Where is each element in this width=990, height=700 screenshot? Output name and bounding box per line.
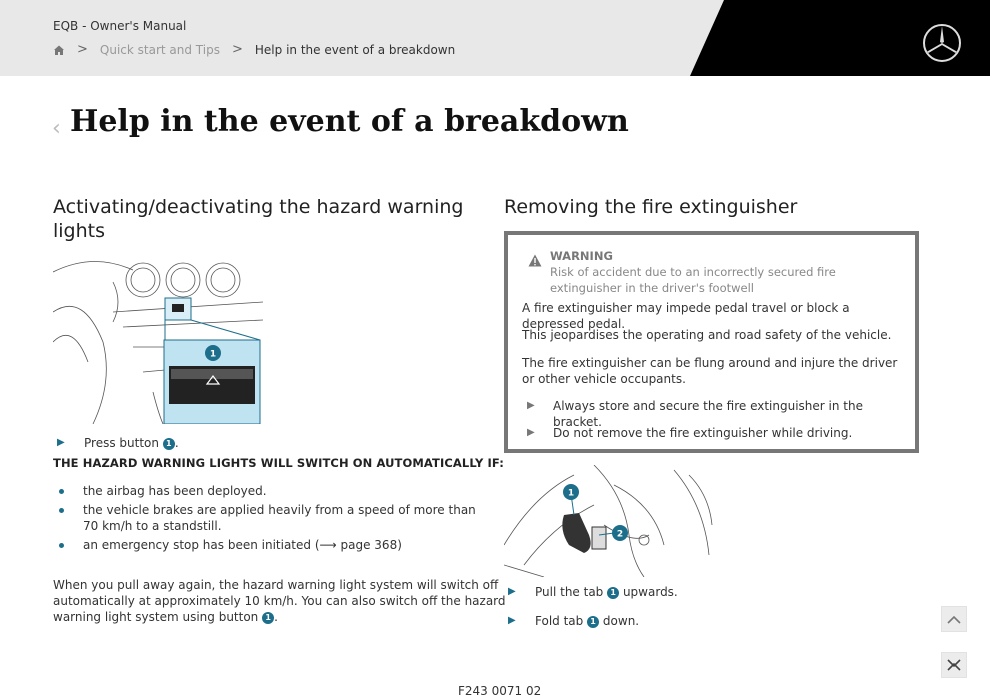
list-item-brakes-line2: 70 km/h to a standstill. [83,519,222,533]
badge-1: 1 [607,587,619,599]
breadcrumb-current: Help in the event of a breakdown [254,42,456,57]
step-fold-suffix: down. [602,614,640,628]
step-press-button [84,435,179,451]
paragraph-line-3 [53,609,278,625]
home-icon[interactable] [53,44,65,56]
chevron-up-icon [947,615,961,624]
illus-badge-2: 2 [616,529,624,540]
warning-subtitle: Risk of accident due to an incorrectly secured fire extinguisher in the driver's footwell [550,265,836,295]
section-heading-hazard: Activating/deactivating the hazard warning lights [53,196,464,242]
warning-step-triangle-icon: ▶ [527,400,535,411]
hazard-button-illustration [53,252,263,424]
collapse-button[interactable] [941,652,967,678]
step-triangle-icon: ▶ [508,586,516,597]
list-item-airbag: the airbag has been deployed. [83,484,267,498]
paragraph-line-1: When you pull away again, the hazard warning light system will switch off [53,578,499,592]
warning-paragraph-1: A fire extinguisher may impede pedal travel or block a depressed pedal. [522,301,850,331]
badge-1: 1 [262,612,274,624]
bullet-dot [59,543,64,548]
illus-badge-1: 1 [209,349,217,360]
badge-1: 1 [587,616,599,628]
warning-triangle-icon [528,252,542,265]
breadcrumb-link-quick-start[interactable]: Quick start and Tips [99,42,220,57]
warning-step-1: Always store and secure the fire extinguisher in the bracket. [553,399,863,429]
condition-heading: THE HAZARD WARNING LIGHTS WILL SWITCH ON AUTOMATICALLY IF: [53,456,504,470]
warning-box [504,231,919,453]
step-triangle-icon: ▶ [508,615,516,626]
warning-paragraph-3: The fire extinguisher can be flung around and injure the driver or other vehicle occupants. [522,356,898,386]
app-title: EQB - Owner's Manual [53,19,187,33]
emergency-stop-text[interactable]: an emergency stop has been initiated (⟶ page 368) [83,538,402,552]
breadcrumb [53,42,455,57]
scroll-up-button[interactable] [941,606,967,632]
bullet-dot [59,489,64,494]
figure-code: F243 0071 02 [458,684,542,698]
warning-title: WARNING [550,249,613,263]
step-pull-text: Pull the tab [535,585,604,599]
step-triangle-icon: ▶ [57,437,65,448]
paragraph-line-3-text: warning light system using button [53,610,259,624]
warning-step-triangle-icon: ▶ [527,427,535,438]
warning-paragraph-2: This jeopardises the operating and road safety of the vehicle. [522,328,892,342]
mercedes-star-icon[interactable] [922,23,962,63]
chevron-right-icon: > [231,42,243,57]
list-item-brakes-line1: the vehicle brakes are applied heavily from a speed of more than [83,503,476,517]
bullet-dot [59,508,64,513]
back-chevron-icon[interactable]: ‹ [52,116,61,141]
paragraph-end: . [274,610,278,624]
chevron-right-icon: > [77,42,88,57]
step-press-text: Press button [84,436,159,450]
step-fold-tab [535,613,639,629]
list-item-emergency-stop [83,537,402,553]
section-heading-fire-extinguisher: Removing the fire extinguisher [504,196,798,218]
step-pull-tab [535,584,678,600]
illus-badge-1: 1 [567,488,575,499]
collapse-icon [946,658,962,672]
paragraph-line-2: automatically at approximately 10 km/h. You can also switch off the hazard [53,594,506,608]
page-title: Help in the event of a breakdown [70,104,629,139]
step-fold-text: Fold tab [535,614,584,628]
warning-step-2: Do not remove the fire extinguisher while driving. [553,426,853,440]
badge-1: 1 [163,438,175,450]
step-pull-suffix: upwards. [622,585,678,599]
fire-extinguisher-illustration [504,465,714,577]
step-press-end: . [174,436,179,450]
